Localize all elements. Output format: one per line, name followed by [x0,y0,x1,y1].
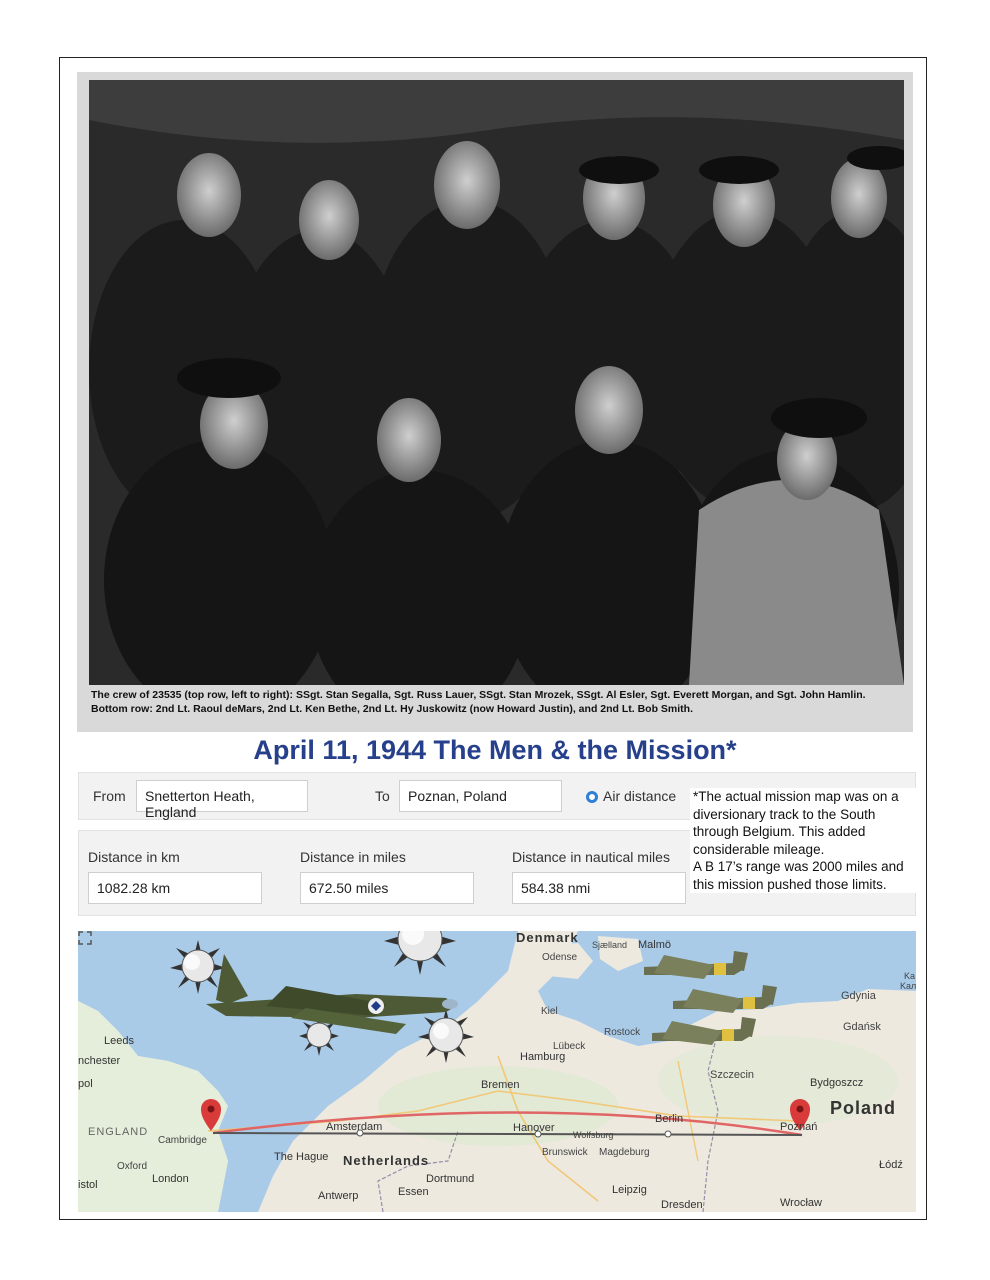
page-title: April 11, 1944 The Men & the Mission* [253,735,737,765]
map-label-poland: Poland [830,1098,897,1118]
crew-photograph-image [89,80,904,685]
map-label-lodz: Łódź [879,1159,903,1171]
map-label-rostock: Rostock [604,1027,641,1038]
map-label-wolfsburg: Wolfsburg [573,1130,614,1140]
to-field[interactable]: Poznan, Poland [399,780,562,812]
air-distance-label: Air distance [603,788,677,804]
miles-label: Distance in miles [300,849,406,865]
map-label-lubeck: Lübeck [553,1041,586,1052]
map-label-sjaelland: Sjælland [592,940,628,950]
map-label-magdeburg: Magdeburg [599,1147,650,1158]
to-label: To [375,788,390,804]
map-label-wroclaw: Wrocław [780,1197,822,1209]
air-distance-radio[interactable] [586,791,598,803]
map-label-poznan: Poznań [780,1121,818,1133]
map-label-bristol: istol [78,1179,98,1191]
mission-note [690,788,922,893]
map-label-dortmund: Dortmund [426,1173,475,1185]
map-label-odense: Odense [542,952,578,963]
fullscreen-icon[interactable] [78,931,92,945]
map-label-brunswick: Brunswick [542,1147,588,1158]
photo-caption: The crew of 23535 (top row, left to right): SSgt. Stan Segalla, Sgt. Russ Lauer, SSgt. Stan Mrozek, SSgt. Al Esler, Sgt. Everett Morgan, and Sgt. John Hamlin. Bottom row: 2nd Lt. Raoul deMars, 2nd Lt. Ken Bethe, 2nd Lt. Hy Juskowitz (now Howard Justin), and 2nd Lt. Bob Smith. [91,689,866,715]
map-label-amsterdam: Amsterdam [326,1121,383,1133]
from-field[interactable]: Snetterton Heath, England [136,780,308,812]
map-label-leeds: Leeds [104,1035,134,1047]
map-label-dresden: Dresden [661,1199,703,1211]
map-label-hamburg: Hamburg [520,1051,566,1063]
map-label-bydgoszcz: Bydgoszcz [810,1077,864,1089]
note-line-2: A B 17’s range was 2000 miles and this mission pushed those limits. [693,859,904,892]
map-label-leipzig: Leipzig [612,1184,647,1196]
map-label-ka2: Kал [900,981,916,991]
map-label-denmark: Denmark [516,931,579,945]
map-label-ka1: Ka [904,971,916,981]
map-graphic [78,931,916,1212]
km-label: Distance in km [88,849,180,865]
nmi-label: Distance in nautical miles [512,849,670,865]
map-label-pool: pol [78,1078,93,1090]
from-label: From [93,788,126,804]
map-label-manchester: nchester [78,1055,121,1067]
map-label-malmo: Malmö [638,939,672,951]
map-label-cambridge: Cambridge [158,1135,207,1146]
miles-field[interactable]: 672.50 miles [300,872,474,904]
map-label-netherlands: Netherlands [343,1153,430,1168]
map-label-szczecin: Szczecin [710,1069,755,1081]
nmi-field[interactable]: 584.38 nmi [512,872,686,904]
note-line-1: *The actual mission map was on a diversionary track to the South through Belgium. This added considerable mileage. [693,789,899,857]
map-label-berlin: Berlin [655,1113,684,1125]
km-field[interactable]: 1082.28 km [88,872,262,904]
map-label-essen: Essen [398,1186,429,1198]
map-label-the-hague: The Hague [274,1151,329,1163]
map-label-bremen: Bremen [481,1079,520,1091]
map-label-oxford: Oxford [117,1161,148,1172]
crew-photo [77,72,913,732]
map-label-hanover: Hanover [513,1122,555,1134]
map-label-gdansk: Gdańsk [843,1021,881,1033]
crew-silhouettes [89,80,904,685]
map-label-kiel: Kiel [541,1006,558,1017]
map-label-london: London [152,1173,189,1185]
map-label-antwerp: Antwerp [318,1190,359,1202]
map-label-england: ENGLAND [88,1126,149,1138]
route-map[interactable] [78,931,916,1212]
map-label-gdynia: Gdynia [841,990,876,1002]
